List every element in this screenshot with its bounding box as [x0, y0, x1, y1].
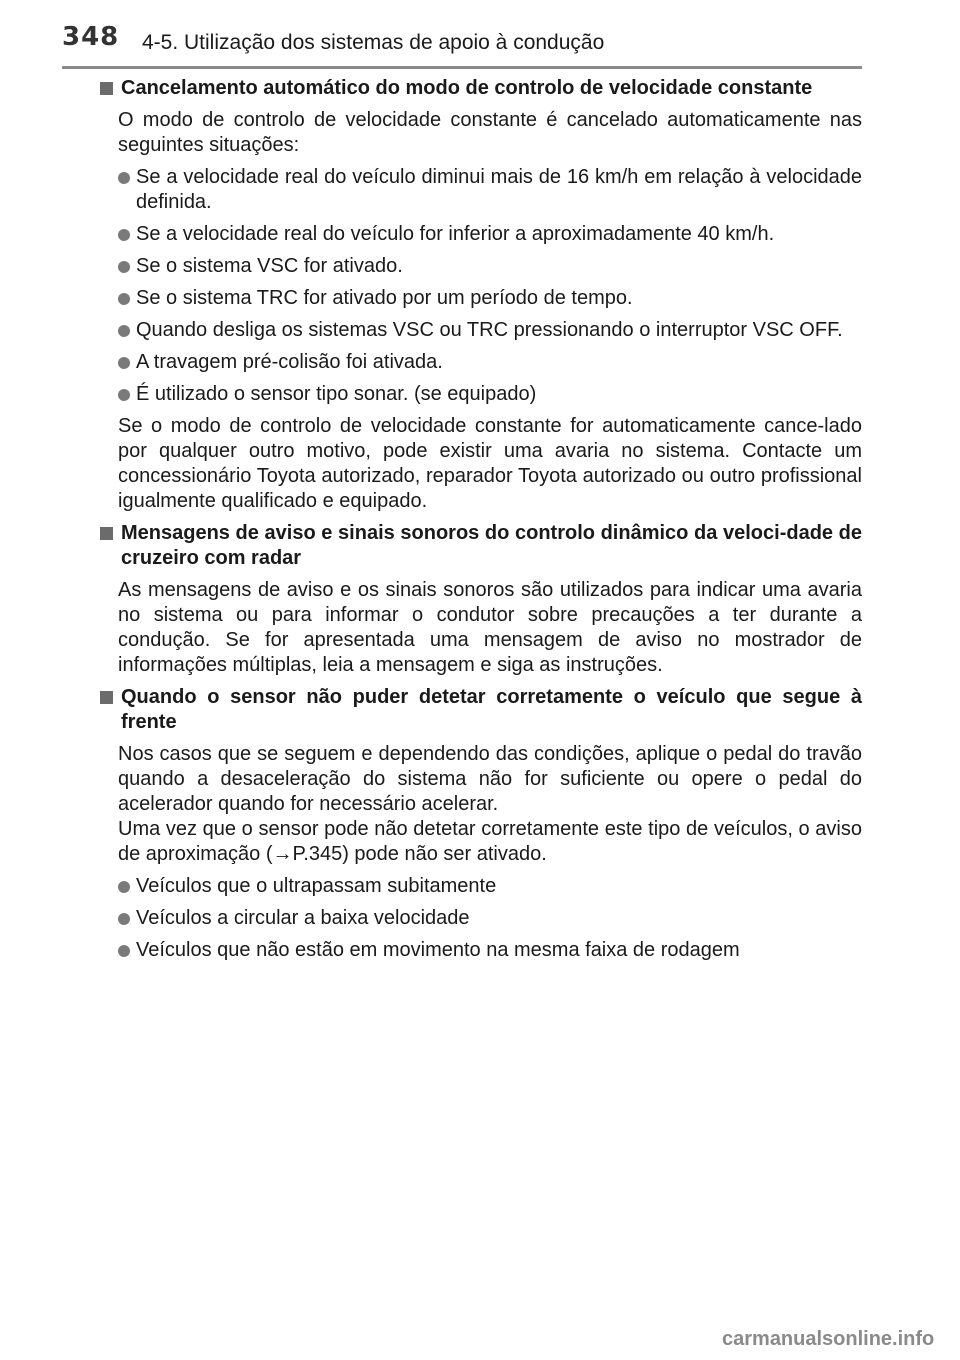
- section-heading: Mensagens de aviso e sinais sonoros do controlo dinâmico da veloci-dade de cruzeiro com radar: [96, 521, 862, 571]
- section-warning-messages: [96, 521, 862, 678]
- square-bullet-icon: [100, 527, 113, 540]
- square-bullet-icon: [100, 82, 113, 95]
- round-bullet-icon: [118, 293, 130, 305]
- round-bullet-icon: [118, 389, 130, 401]
- watermark: carmanualsonline.info: [722, 1328, 935, 1350]
- round-bullet-icon: [118, 229, 130, 241]
- round-bullet-icon: [118, 172, 130, 184]
- paragraph: Se o modo de controlo de velocidade constante for automaticamente cance-lado por qualquer outro motivo, pode existir uma avaria no sistema. Contacte um concessionário Toyota autorizado, reparador Toyota autorizado ou outro profissional igualmente qualificado e equipado.: [118, 415, 862, 512]
- list-item: Quando desliga os sistemas VSC ou TRC pressionando o interruptor VSC OFF.: [118, 318, 862, 343]
- round-bullet-icon: [118, 325, 130, 337]
- list-item: Se a velocidade real do veículo for inferior a aproximadamente 40 km/h.: [118, 222, 862, 247]
- section-auto-cancel: [96, 76, 862, 514]
- header-divider: [62, 66, 862, 69]
- page-content: [96, 76, 862, 970]
- list-item: Se o sistema VSC for ativado.: [118, 254, 862, 279]
- paragraph: Nos casos que se seguem e dependendo das condições, aplique o pedal do travão quando a desaceleração do sistema não for suficiente ou opere o pedal do acelerador quando for necessário acelerar.: [118, 743, 862, 815]
- round-bullet-icon: [118, 261, 130, 273]
- list-item: Veículos a circular a baixa velocidade: [118, 906, 862, 931]
- list-item: Veículos que não estão em movimento na mesma faixa de rodagem: [118, 938, 862, 963]
- round-bullet-icon: [118, 881, 130, 893]
- section-heading: Quando o sensor não puder detetar corretamente o veículo que segue à frente: [96, 685, 862, 735]
- list-item: A travagem pré-colisão foi ativada.: [118, 350, 862, 375]
- section-sensor-detection: [96, 685, 862, 963]
- round-bullet-icon: [118, 945, 130, 957]
- paragraph: As mensagens de aviso e os sinais sonoros são utilizados para indicar uma avaria no sistema ou para informar o condutor sobre precauções a ter durante a condução. Se for apresentada uma mensagem de aviso no mostrador de informações múltiplas, leia a mensagem e siga as instruções.: [118, 579, 862, 676]
- page-number: 348: [62, 22, 120, 52]
- round-bullet-icon: [118, 357, 130, 369]
- chapter-title: 4-5. Utilização dos sistemas de apoio à condução: [142, 31, 605, 54]
- paragraph: Uma vez que o sensor pode não detetar corretamente este tipo de veículos, o aviso de aproximação (→P.345) pode não ser ativado.: [118, 818, 862, 865]
- section-heading: Cancelamento automático do modo de controlo de velocidade constante: [96, 76, 862, 101]
- list-item: Se o sistema TRC for ativado por um período de tempo.: [118, 286, 862, 311]
- list-item: É utilizado o sensor tipo sonar. (se equipado): [118, 382, 862, 407]
- page-header: [0, 0, 960, 70]
- paragraph: O modo de controlo de velocidade constante é cancelado automaticamente nas seguintes situações:: [118, 109, 862, 156]
- round-bullet-icon: [118, 913, 130, 925]
- list-item: Se a velocidade real do veículo diminui mais de 16 km/h em relação à velocidade definida.: [118, 165, 862, 215]
- list-item: Veículos que o ultrapassam subitamente: [118, 874, 862, 899]
- square-bullet-icon: [100, 691, 113, 704]
